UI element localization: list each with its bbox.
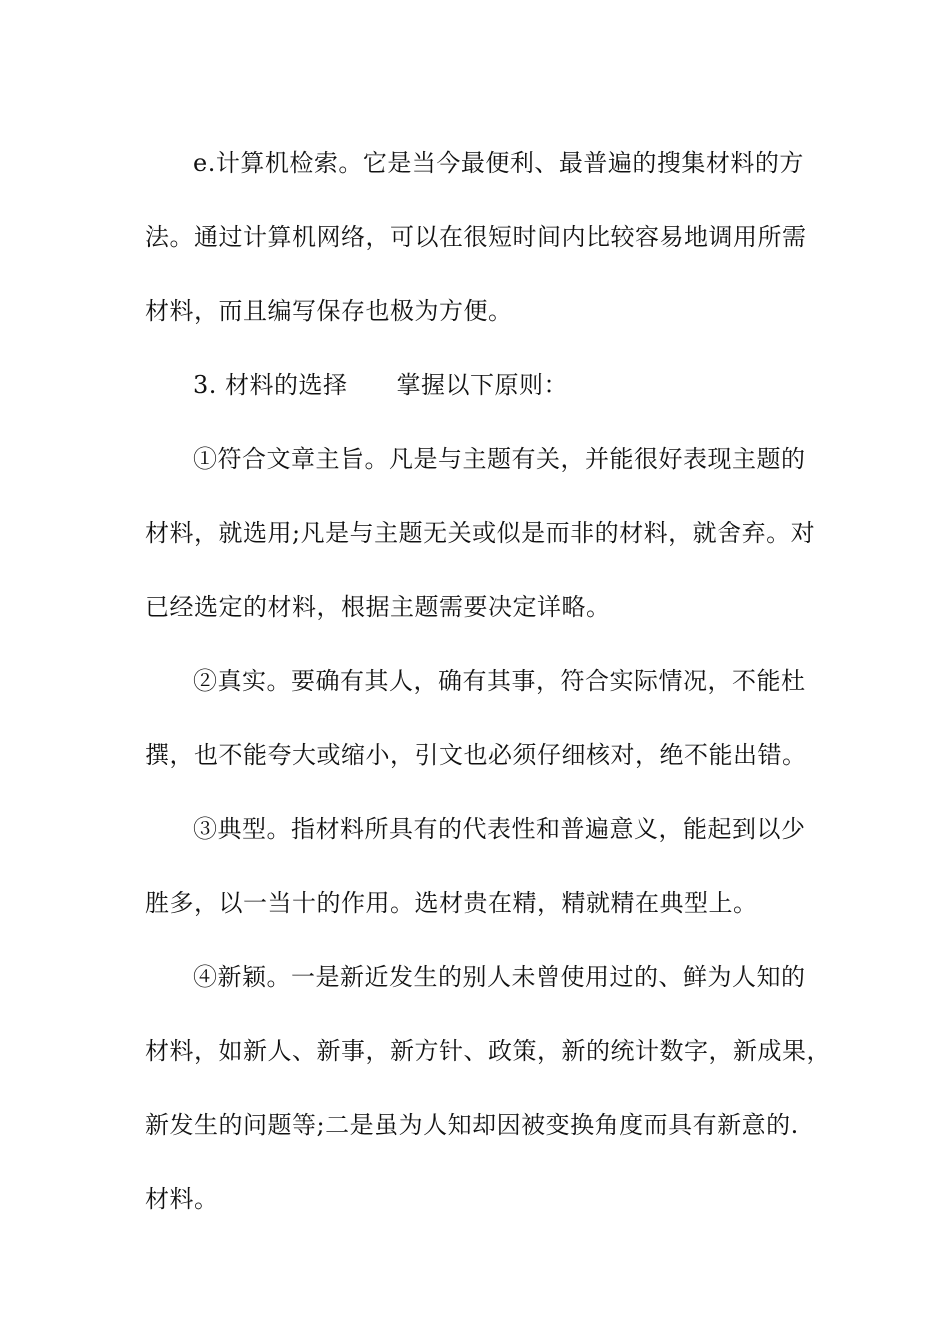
principle-3-line-1: ③典型。指材料所具有的代表性和普遍意义，能起到以少 — [193, 815, 806, 843]
section-heading-material-selection: 3. 材料的选择 掌握以下原则： — [193, 371, 569, 399]
principle-4-line-4: 材料。 — [145, 1185, 219, 1213]
principle-1-line-1: ①符合文章主旨。凡是与主题有关，并能很好表现主题的 — [193, 445, 806, 473]
principle-2-line-2: 撰，也不能夸大或缩小，引文也必须仔细核对，绝不能出错。 — [145, 741, 807, 769]
paragraph-computer-search-line-1: e.计算机检索。它是当今最便利、最普遍的搜集材料的方 — [193, 149, 804, 177]
principle-4-line-3: 新发生的问题等;二是虽为人知却因被变换角度而具有新意的. — [145, 1111, 799, 1139]
principle-4-line-2: 材料，如新人、新事，新方针、政策，新的统计数字，新成果， — [145, 1037, 831, 1065]
principle-2-line-1: ②真实。要确有其人，确有其事，符合实际情况，不能杜 — [193, 667, 806, 695]
principle-1-line-3: 已经选定的材料，根据主题需要决定详略。 — [145, 593, 611, 621]
body-text — [145, 126, 831, 1236]
paragraph-computer-search-line-3: 材料，而且编写保存也极为方便。 — [145, 297, 513, 325]
principle-1-line-2: 材料，就选用;凡是与主题无关或似是而非的材料，就舍弃。对 — [145, 519, 816, 547]
principle-4-line-1: ④新颖。一是新近发生的别人未曾使用过的、鲜为人知的 — [193, 963, 806, 991]
paragraph-computer-search-line-2: 法。通过计算机网络，可以在很短时间内比较容易地调用所需 — [145, 223, 807, 251]
principle-3-line-2: 胜多，以一当十的作用。选材贵在精，精就精在典型上。 — [145, 889, 758, 917]
